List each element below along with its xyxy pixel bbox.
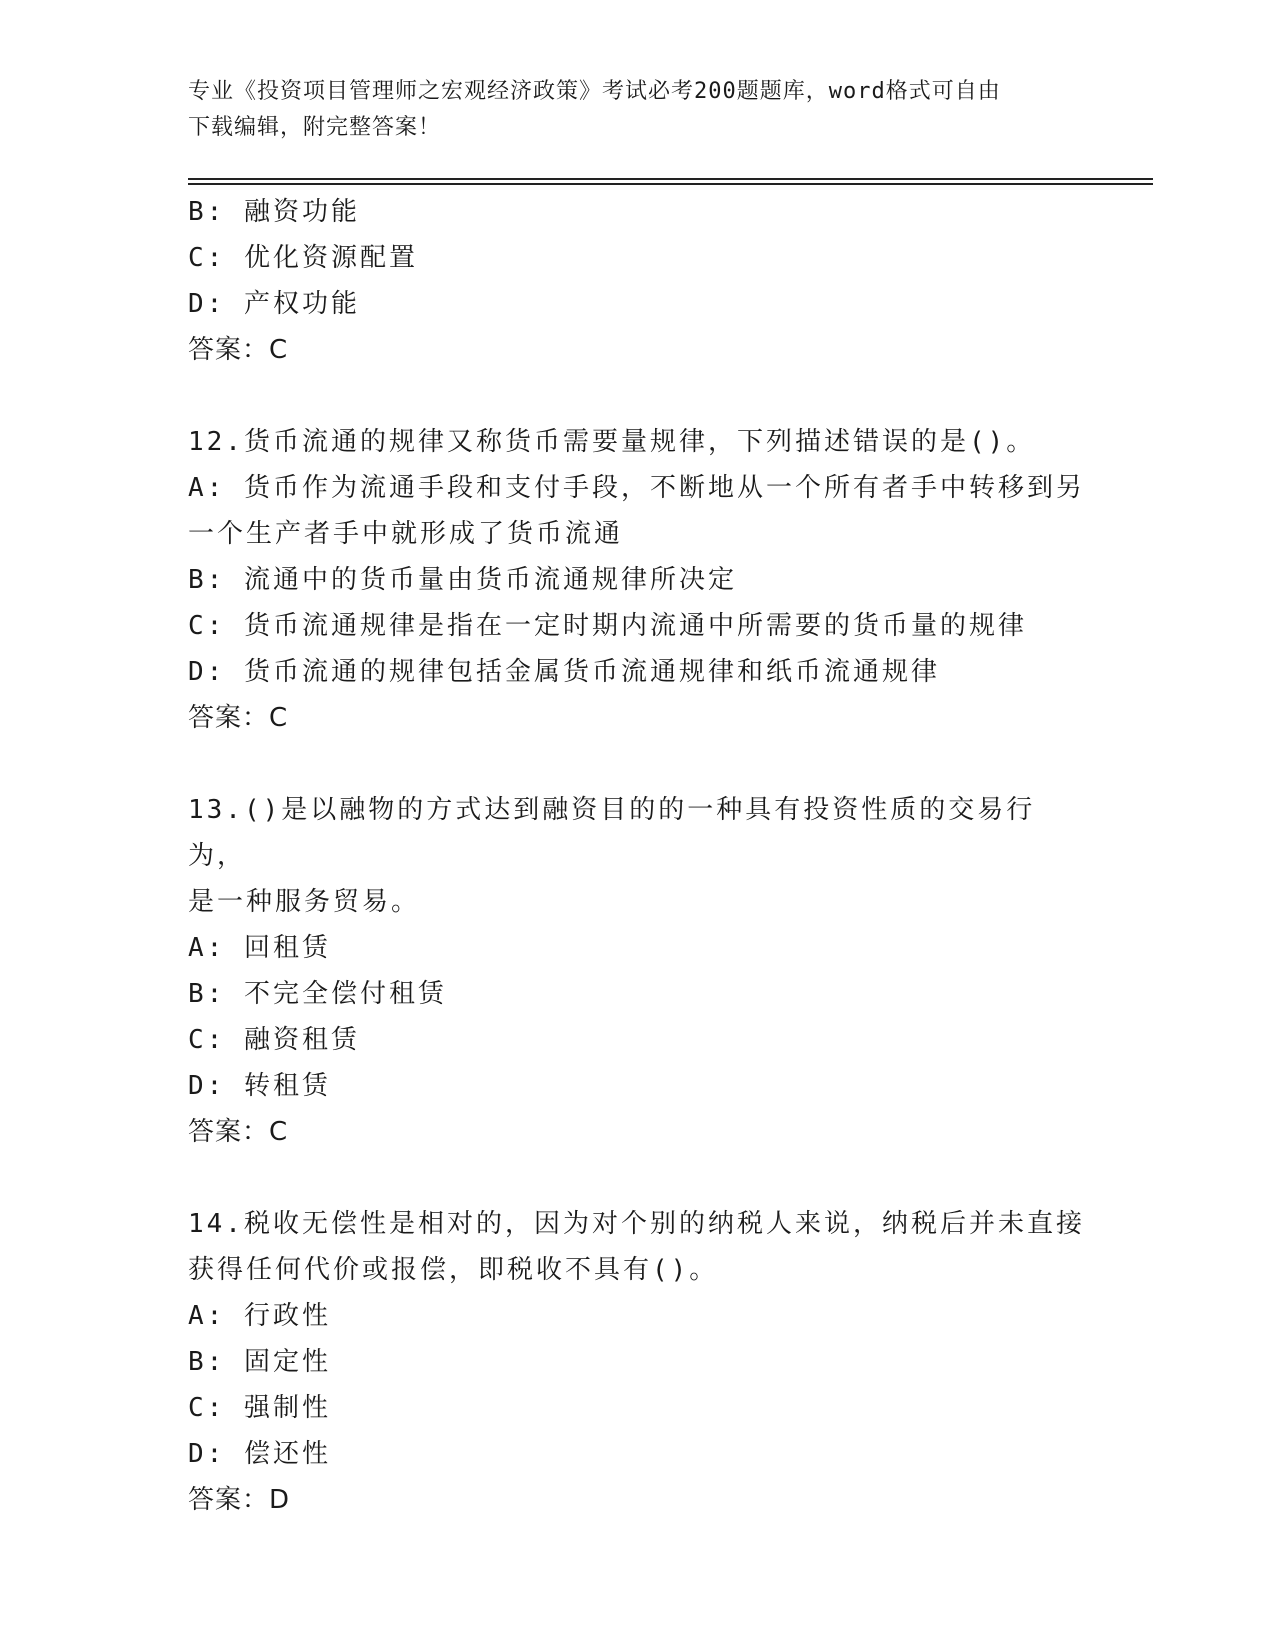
question-13 bbox=[188, 787, 1088, 1155]
document-header bbox=[188, 74, 1068, 146]
option-a-continued: 一个生产者手中就形成了货币流通 bbox=[188, 519, 624, 549]
document-body bbox=[188, 189, 1088, 1523]
option-d: D: 产权功能 bbox=[188, 289, 360, 319]
option-b: B: 流通中的货币量由货币流通规律所决定 bbox=[188, 565, 737, 595]
option-b: B: 融资功能 bbox=[188, 197, 360, 227]
answer: 答案：D bbox=[188, 1485, 291, 1515]
option-d: D: 偿还性 bbox=[188, 1439, 331, 1469]
option-a: A: 回租赁 bbox=[188, 933, 331, 963]
header-line-2: 下载编辑，附完整答案！ bbox=[188, 115, 442, 140]
option-c: C: 优化资源配置 bbox=[188, 243, 418, 273]
question-14 bbox=[188, 1201, 1088, 1523]
option-a: A: 行政性 bbox=[188, 1301, 331, 1331]
option-c: C: 货币流通规律是指在一定时期内流通中所需要的货币量的规律 bbox=[188, 611, 1027, 641]
option-d: D: 转租赁 bbox=[188, 1071, 331, 1101]
question-text: 13.()是以融物的方式达到融资目的的一种具有投资性质的交易行为， bbox=[188, 795, 1036, 871]
option-d: D: 货币流通的规律包括金属货币流通规律和纸币流通规律 bbox=[188, 657, 940, 687]
option-c: C: 强制性 bbox=[188, 1393, 331, 1423]
question-text-continued: 获得任何代价或报偿，即税收不具有()。 bbox=[188, 1255, 719, 1285]
question-text: 12.货币流通的规律又称货币需要量规律，下列描述错误的是()。 bbox=[188, 427, 1036, 457]
answer: 答案：C bbox=[188, 1117, 289, 1147]
question-text-continued: 是一种服务贸易。 bbox=[188, 887, 421, 917]
answer: 答案：C bbox=[188, 703, 289, 733]
header-line-1: 专业《投资项目管理师之宏观经济政策》考试必考200题题库，word格式可自由 bbox=[188, 79, 1001, 104]
question-12 bbox=[188, 419, 1088, 741]
option-a: A: 货币作为流通手段和支付手段，不断地从一个所有者手中转移到另 bbox=[188, 473, 1085, 503]
answer: 答案：C bbox=[188, 335, 289, 365]
option-b: B: 固定性 bbox=[188, 1347, 331, 1377]
option-c: C: 融资租赁 bbox=[188, 1025, 360, 1055]
question-text: 14.税收无偿性是相对的，因为对个别的纳税人来说，纳税后并未直接 bbox=[188, 1209, 1085, 1239]
partial-question bbox=[188, 189, 1088, 373]
option-b: B: 不完全偿付租赁 bbox=[188, 979, 447, 1009]
header-divider-bottom bbox=[188, 183, 1153, 185]
header-divider-top bbox=[188, 178, 1153, 180]
